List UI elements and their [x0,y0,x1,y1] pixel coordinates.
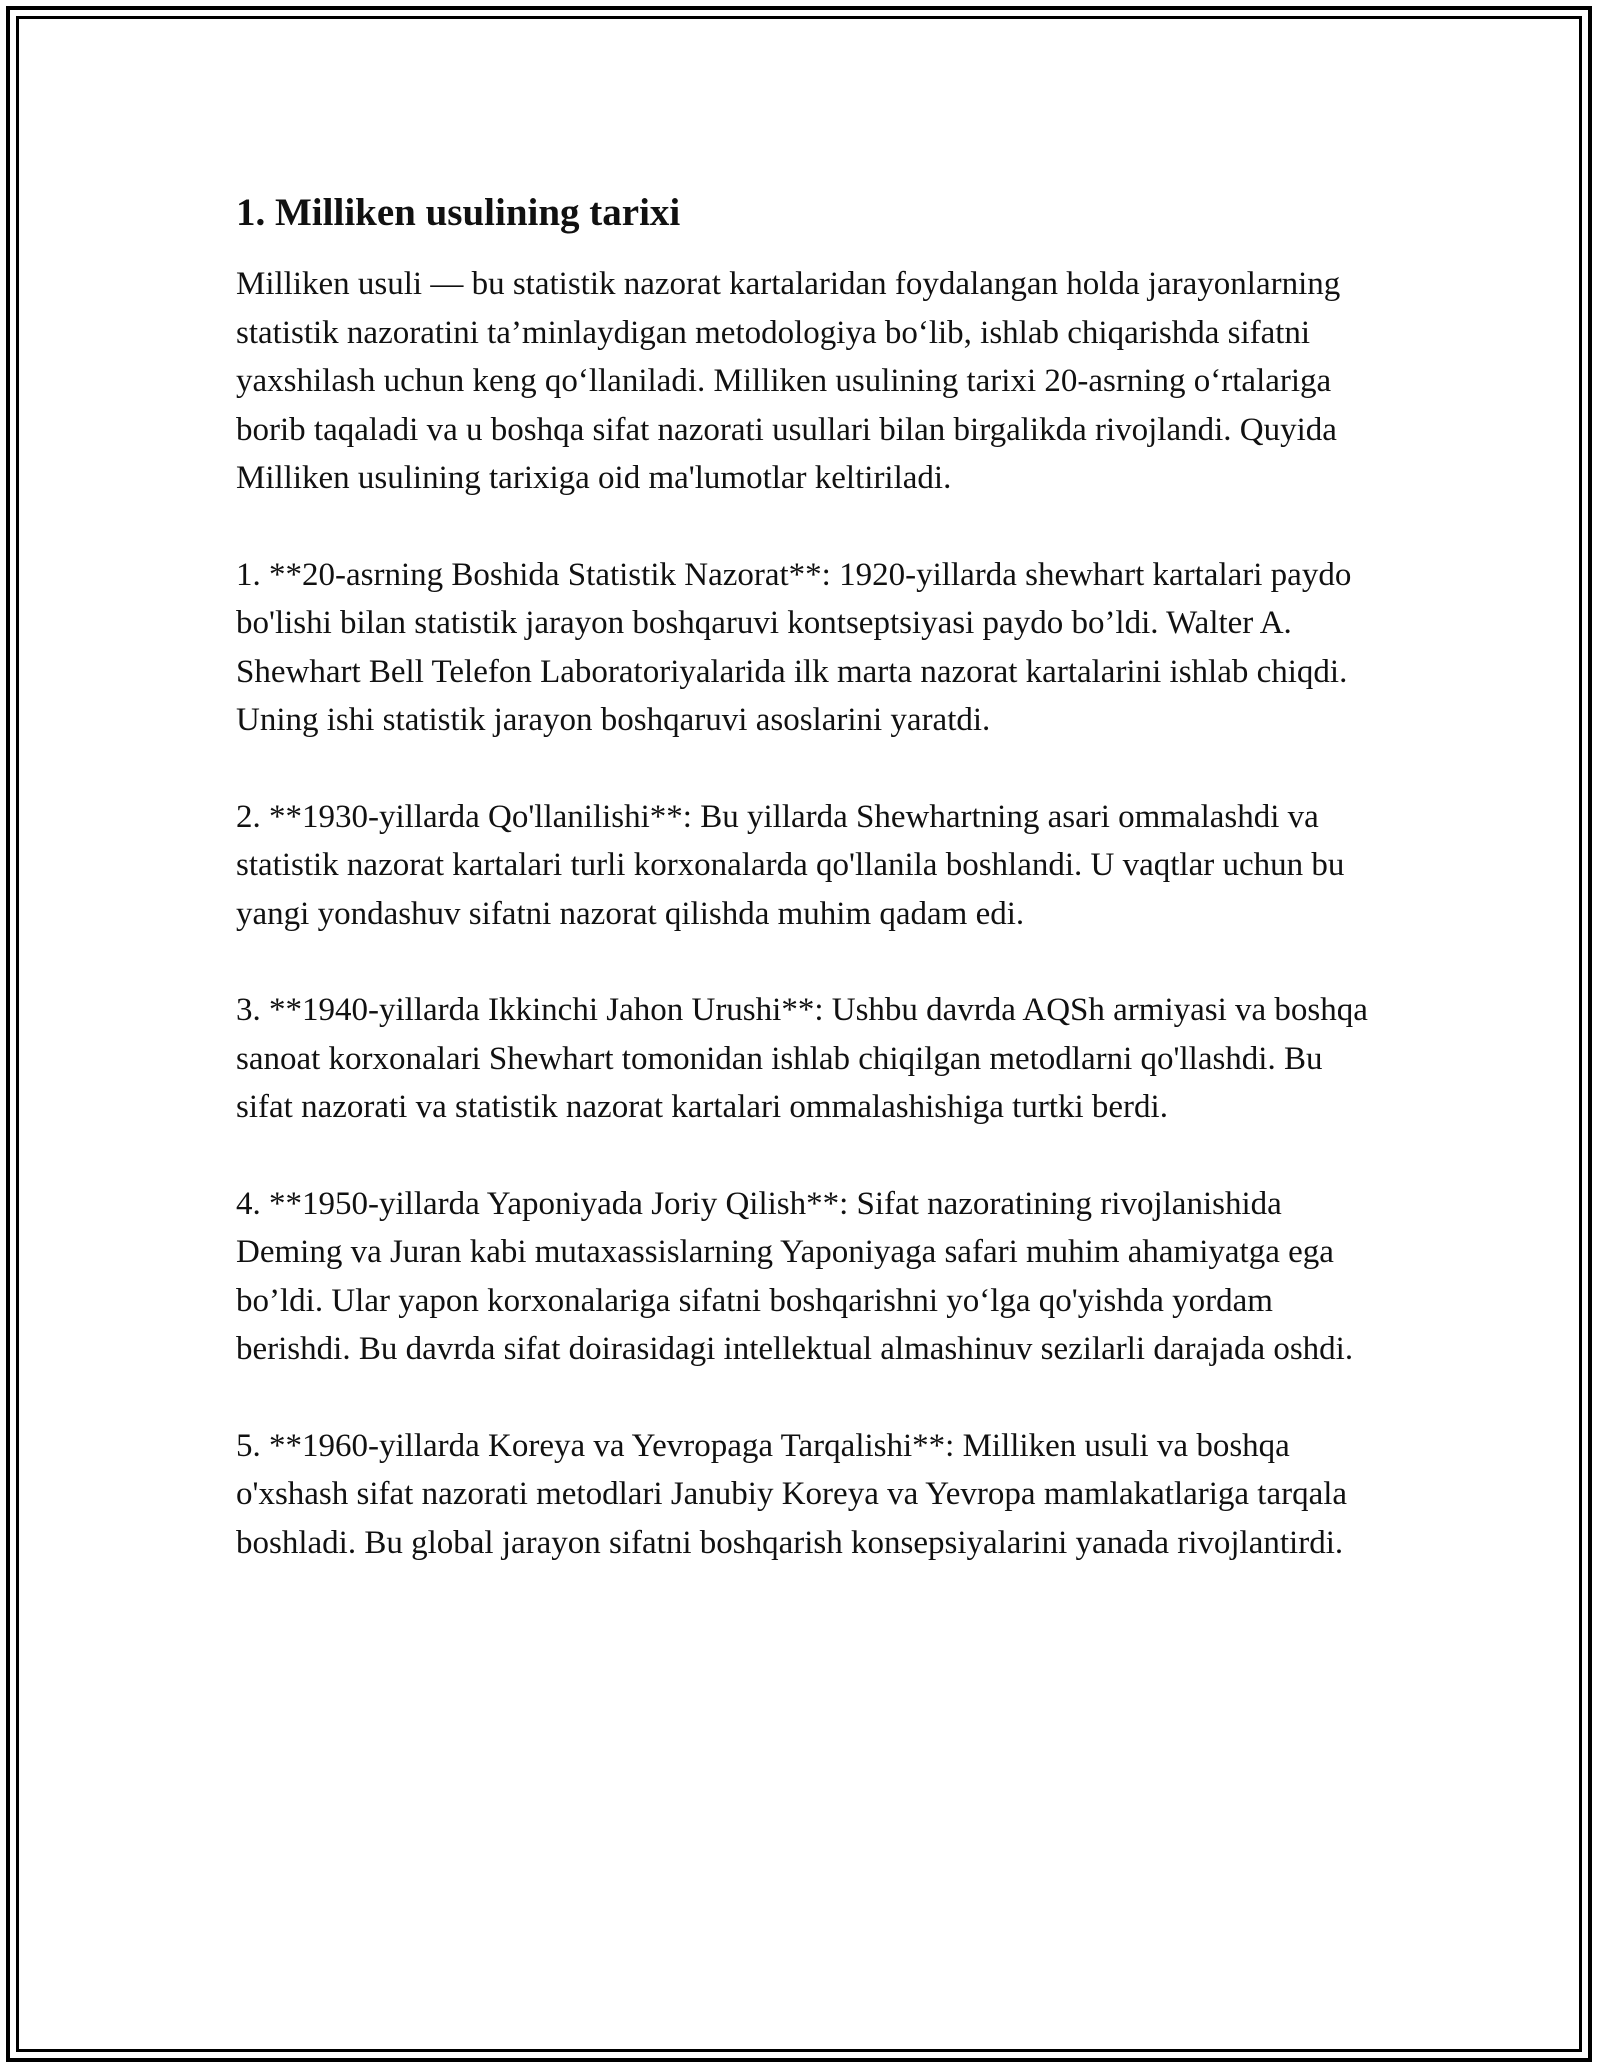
page-title: 1. Milliken usulining tarixi [236,191,681,234]
history-item-1940s: 3. **1940-yillarda Ikkinchi Jahon Urushi**: Ushbu davrda AQSh armiyasi va boshqa sanoat korxonalari Shewhart tomonidan ishlab chiqilgan metodlarni qo'llashdi. Bu sifat nazorati va statistik nazorat kartalari ommalashishiga turtki berdi. [236,992,1368,1125]
history-item-1920s: 1. **20-asrning Boshida Statistik Nazorat**: 1920-yillarda shewhart kartalari paydo bo'lishi bilan statistik jarayon boshqaruvi kontseptsiyasi paydo bo’ldi. Walter A. Shewhart Bell Telefon Laboratoriyalarida ilk marta nazorat kartalarini ishlab chiqdi. Uning ishi statistik jarayon boshqaruvi asoslarini yaratdi. [236,556,1352,738]
history-item-1950s: 4. **1950-yillarda Yaponiyada Joriy Qilish**: Sifat nazoratining rivojlanishida Deming va Juran kabi mutaxassislarning Yaponiyaga safari muhim ahamiyatga ega bo’ldi. Ular yapon korxonalariga sifatni boshqarishni yo‘lga qo'yishda yordam berishdi. Bu davrda sifat doirasidagi intellektual almashinuv sezilarli darajada oshdi. [236,1185,1354,1367]
intro-paragraph: Milliken usuli — bu statistik nazorat kartalaridan foydalangan holda jarayonlarning statistik nazoratini ta’minlaydigan metodologiya bo‘lib, ishlab chiqarishda sifatni yaxshilash uchun keng qo‘llaniladi. Milliken usulining tarixi 20-asrning o‘rtalariga borib taqaladi va u boshqa sifat nazorati usullari bilan birgalikda rivojlandi. Quyida Milliken usulining tarixiga oid ma'lumotlar keltiriladi. [236,266,1341,496]
history-item-1960s: 5. **1960-yillarda Koreya va Yevropaga Tarqalishi**: Milliken usuli va boshqa o'xshash sifat nazorati metodlari Janubiy Koreya va Yevropa mamlakatlariga tarqala boshladi. Bu global jarayon sifatni boshqarish konsepsiyalarini yanada rivojlantirdi. [236,1427,1348,1561]
history-item-1930s: 2. **1930-yillarda Qo'llanilishi**: Bu yillarda Shewhartning asari ommalashdi va statistik nazorat kartalari turli korxonalarda qo'llanila boshlandi. U vaqtlar uchun bu yangi yondashuv sifatni nazorat qilishda muhim qadam edi. [236,798,1345,932]
document-body [236,186,1376,1615]
